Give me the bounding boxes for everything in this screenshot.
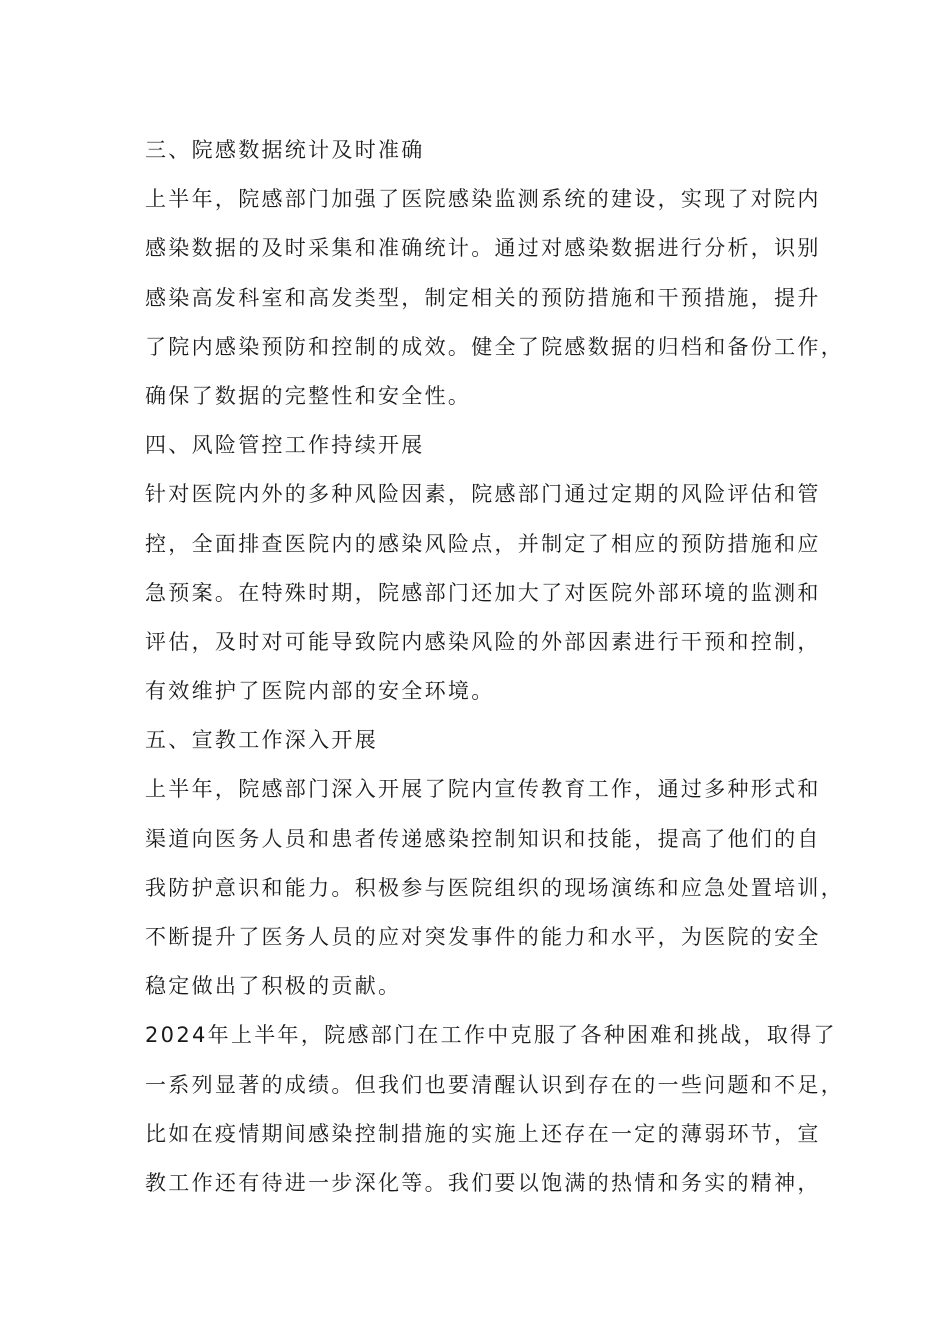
paragraph-line: 有效维护了医院内部的安全环境。	[145, 679, 495, 704]
paragraph-line: 2024年上半年，院感部门在工作中克服了各种困难和挑战，取得了	[145, 1023, 837, 1048]
paragraph-line: 感染数据的及时采集和准确统计。通过对感染数据进行分析，识别	[145, 236, 821, 261]
paragraph-line: 我防护意识和能力。积极参与医院组织的现场演练和应急处置培训，	[145, 875, 844, 900]
paragraph-line: 确保了数据的完整性和安全性。	[145, 383, 472, 408]
document-body	[145, 126, 844, 1208]
section-heading-4: 四、风险管控工作持续开展	[145, 433, 425, 458]
paragraph-line: 急预案。在特殊时期，院感部门还加大了对医院外部环境的监测和	[145, 580, 821, 605]
paragraph-line: 上半年，院感部门深入开展了院内宣传教育工作，通过多种形式和	[145, 777, 821, 802]
paragraph-line: 控，全面排查医院内的感染风险点，并制定了相应的预防措施和应	[145, 531, 821, 556]
paragraph-line: 渠道向医务人员和患者传递感染控制知识和技能，提高了他们的自	[145, 826, 821, 851]
paragraph-line: 比如在疫情期间感染控制措施的实施上还存在一定的薄弱环节，宣	[145, 1121, 821, 1146]
paragraph-line: 了院内感染预防和控制的成效。健全了院感数据的归档和备份工作，	[145, 334, 844, 359]
section-heading-3: 三、院感数据统计及时准确	[145, 138, 425, 162]
paragraph-line: 不断提升了医务人员的应对突发事件的能力和水平，为医院的安全	[145, 925, 821, 949]
paragraph-line: 感染高发科室和高发类型，制定相关的预防措施和干预措施，提升	[145, 285, 821, 310]
paragraph-line: 评估，及时对可能导致院内感染风险的外部因素进行干预和控制，	[145, 629, 821, 654]
section-heading-5: 五、宣教工作深入开展	[145, 728, 378, 753]
paragraph-line: 稳定做出了积极的贡献。	[145, 974, 402, 999]
paragraph-line: 一系列显著的成绩。但我们也要清醒认识到存在的一些问题和不足，	[145, 1072, 844, 1097]
paragraph-line: 教工作还有待进一步深化等。我们要以饱满的热情和务实的精神，	[145, 1170, 821, 1195]
paragraph-line: 针对医院内外的多种风险因素，院感部门通过定期的风险评估和管	[145, 482, 821, 507]
paragraph-line: 上半年，院感部门加强了医院感染监测系统的建设，实现了对院内	[145, 187, 821, 212]
